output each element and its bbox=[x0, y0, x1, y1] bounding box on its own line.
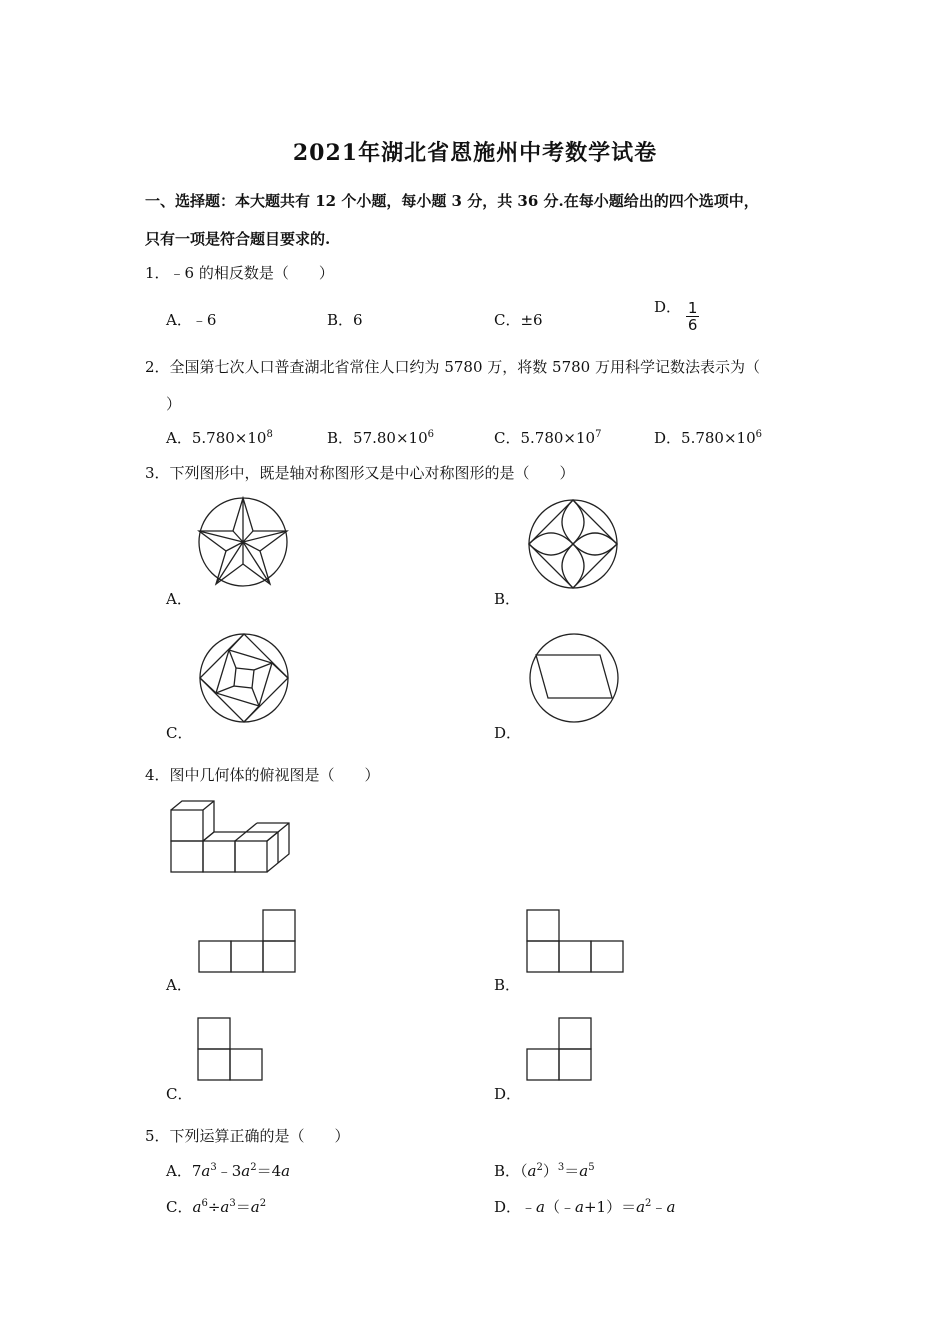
q5-option-c[interactable]: C．$a^6\div a^3=a^2$ bbox=[166, 1198, 267, 1216]
q1-option-d-label: D． bbox=[654, 297, 682, 316]
q4-figure-c-top-view bbox=[196, 1015, 266, 1083]
q3-option-a[interactable]: A． bbox=[166, 590, 192, 608]
q2-d-base: D．5.780×10 bbox=[654, 429, 756, 447]
q2-option-b[interactable] bbox=[327, 427, 434, 448]
q1-option-d-fraction bbox=[686, 300, 700, 333]
q3-figure-c-squares-in-circle bbox=[196, 630, 292, 726]
q2-b-base: B．57.80×10 bbox=[327, 429, 428, 447]
q5-option-a[interactable]: A．$7a^3﹣3a^2=4a$ bbox=[166, 1162, 291, 1180]
section-instructions-line1: 一、选择题：本大题共有 12 个小题，每小题 3 分，共 36 分.在每小题给出的四个选项中， bbox=[145, 192, 759, 210]
q3-figure-a-star-in-circle bbox=[195, 494, 291, 590]
q5-a-label: A． bbox=[166, 1162, 192, 1180]
q5-c-label: C． bbox=[166, 1198, 193, 1216]
q2-option-a[interactable] bbox=[166, 427, 273, 448]
q1-option-a[interactable]: A．﹣6 bbox=[166, 311, 217, 329]
q1-option-b[interactable]: B．6 bbox=[327, 311, 363, 329]
q3-option-c[interactable]: C． bbox=[166, 724, 193, 742]
q2-stem-line1: 2．全国第七次人口普查湖北省常住人口约为 5780 万，将数 5780 万用科学记数法表示为（ bbox=[145, 358, 760, 376]
q4-solid-figure bbox=[168, 798, 296, 874]
q5-d-label: D． bbox=[494, 1198, 522, 1216]
q5-stem: 5．下列运算正确的是（ ） bbox=[145, 1127, 350, 1145]
q5-option-b[interactable]: B．$(a^2)^3=a^5$ bbox=[494, 1162, 595, 1180]
q3-figure-d-parallelogram-in-circle bbox=[526, 630, 622, 726]
q4-option-a[interactable]: A． bbox=[166, 976, 192, 994]
q4-figure-d-top-view bbox=[525, 1015, 595, 1083]
fraction-denominator: 6 bbox=[687, 316, 698, 334]
fraction-numerator: 1 bbox=[687, 299, 698, 317]
q4-option-b[interactable]: B． bbox=[494, 976, 521, 994]
q2-option-d[interactable] bbox=[654, 427, 762, 448]
q2-option-c[interactable] bbox=[494, 427, 601, 448]
q2-b-exponent: 6 bbox=[427, 429, 434, 440]
q5-b-label: B． bbox=[494, 1162, 521, 1180]
page-title: 2021年湖北省恩施州中考数学试卷 bbox=[292, 140, 658, 166]
q2-a-exponent: 8 bbox=[266, 429, 273, 440]
q4-option-c[interactable]: C． bbox=[166, 1085, 193, 1103]
q3-option-d[interactable]: D． bbox=[494, 724, 522, 742]
q4-figure-a-top-view bbox=[197, 906, 297, 974]
q2-d-exponent: 6 bbox=[755, 429, 762, 440]
q2-stem-line2: ） bbox=[166, 395, 182, 413]
section-instructions-line2: 只有一项是符合题目要求的. bbox=[145, 230, 331, 248]
q3-stem: 3．下列图形中，既是轴对称图形又是中心对称图形的是（ ） bbox=[145, 464, 575, 482]
q1-option-c[interactable]: C．±6 bbox=[494, 311, 543, 329]
q2-c-base: C．5.780×10 bbox=[494, 429, 596, 447]
q4-figure-b-top-view bbox=[525, 906, 625, 974]
q2-c-exponent: 7 bbox=[595, 429, 602, 440]
q3-figure-b-petals-in-circle bbox=[525, 496, 621, 592]
q1-option-d[interactable] bbox=[654, 297, 699, 334]
q4-stem: 4．图中几何体的俯视图是（ ） bbox=[145, 766, 380, 784]
q2-a-base: A．5.780×10 bbox=[166, 429, 267, 447]
q4-option-d[interactable]: D． bbox=[494, 1085, 522, 1103]
q3-option-b[interactable]: B． bbox=[494, 590, 521, 608]
q5-option-d[interactable]: D．$﹣a(﹣a+1)=a^2﹣a$ bbox=[494, 1198, 676, 1216]
q1-stem: 1．﹣6 的相反数是（ ） bbox=[145, 264, 334, 282]
